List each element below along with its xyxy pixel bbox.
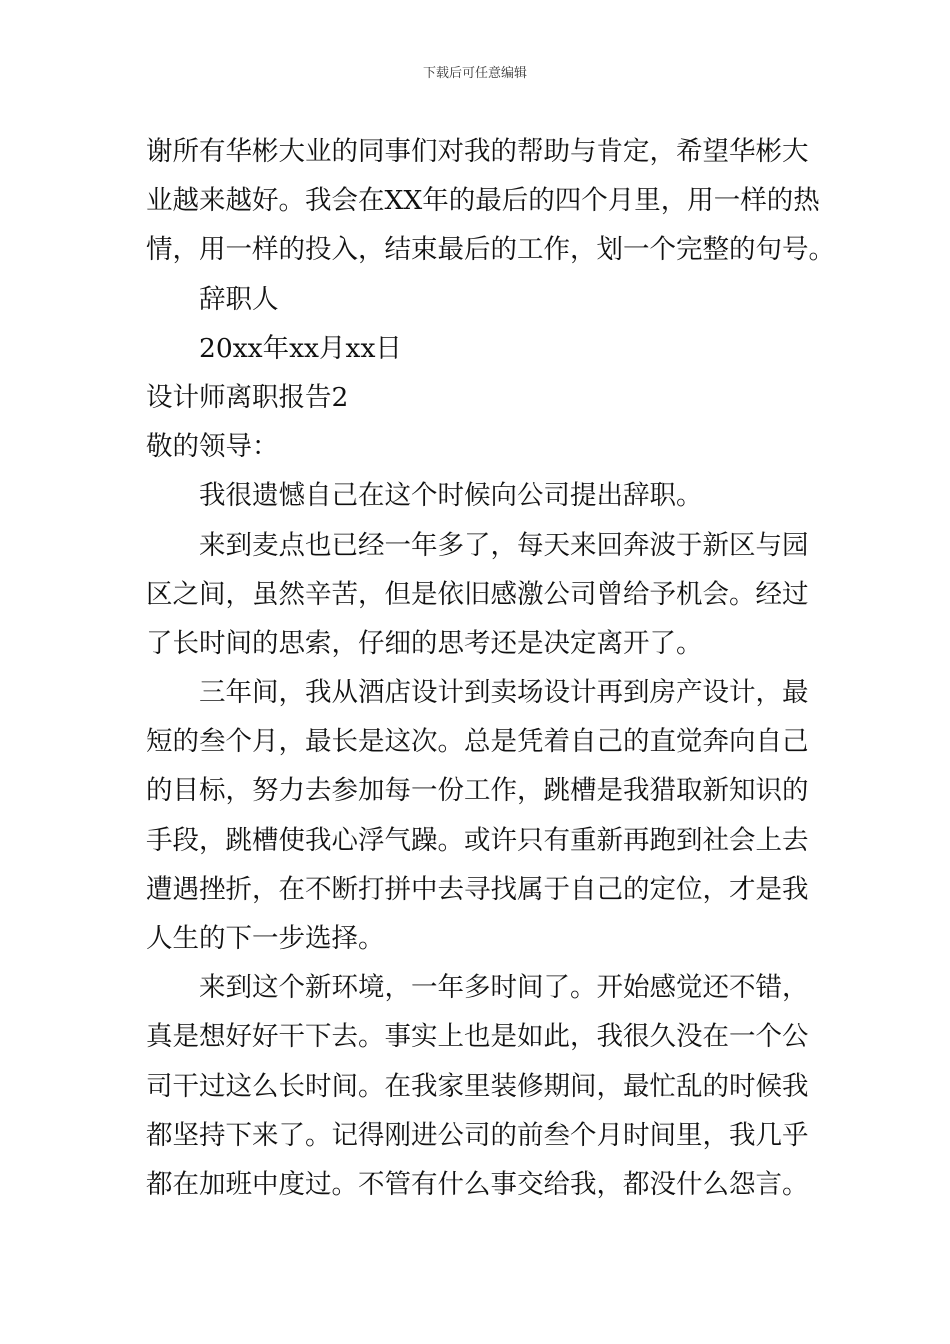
- signature-label: 辞职人: [199, 283, 279, 315]
- paragraph-line: 的目标，努力去参加每一份工作，跳槽是我猎取新知识的: [146, 775, 809, 807]
- paragraph-line: 来到这个新环境，一年多时间了。开始感觉还不错，: [199, 972, 809, 1004]
- signature-date: 20xx年xx月xx日: [199, 332, 402, 364]
- paragraph-line: 都坚持下来了。记得刚进公司的前叁个月时间里，我几乎: [146, 1119, 809, 1151]
- paragraph-line: 区之间，虽然辛苦，但是依旧感激公司曾给予机会。经过: [146, 578, 809, 610]
- paragraph-line: 情，用一样的投入，结束最后的工作，划一个完整的句号。: [146, 234, 835, 266]
- paragraph-line: 我很遗憾自己在这个时候向公司提出辞职。: [199, 480, 703, 512]
- paragraph-line: 手段，跳槽使我心浮气躁。或许只有重新再跑到社会上去: [146, 824, 809, 856]
- paragraph-line: 业越来越好。我会在XX年的最后的四个月里，用一样的热: [146, 185, 820, 217]
- paragraph-line: 了长时间的思索，仔细的思考还是决定离开了。: [146, 627, 703, 659]
- paragraph-line: 都在加班中度过。不管有什么事交给我，都没什么怨言。: [146, 1168, 809, 1200]
- paragraph-line: 司干过这么长时间。在我家里装修期间，最忙乱的时候我: [146, 1070, 809, 1102]
- paragraph-line: 真是想好好干下去。事实上也是如此，我很久没在一个公: [146, 1021, 809, 1053]
- document-body: [146, 127, 835, 1209]
- page-header-note: 下载后可任意编辑: [422, 66, 527, 81]
- paragraph-line: 来到麦点也已经一年多了，每天来回奔波于新区与园: [199, 529, 809, 561]
- paragraph-line: 人生的下一步选择。: [146, 923, 385, 954]
- section-title: 设计师离职报告2: [146, 381, 349, 413]
- paragraph-line: 三年间，我从酒店设计到卖场设计再到房产设计，最: [199, 677, 809, 709]
- paragraph-line: 谢所有华彬大业的同事们对我的帮助与肯定，希望华彬大: [146, 136, 809, 167]
- salutation: 敬的领导：: [146, 431, 279, 463]
- paragraph-line: 短的叁个月，最长是这次。总是凭着自己的直觉奔向自己: [146, 726, 809, 758]
- paragraph-line: 遭遇挫折，在不断打拼中去寻找属于自己的定位，才是我: [146, 873, 809, 905]
